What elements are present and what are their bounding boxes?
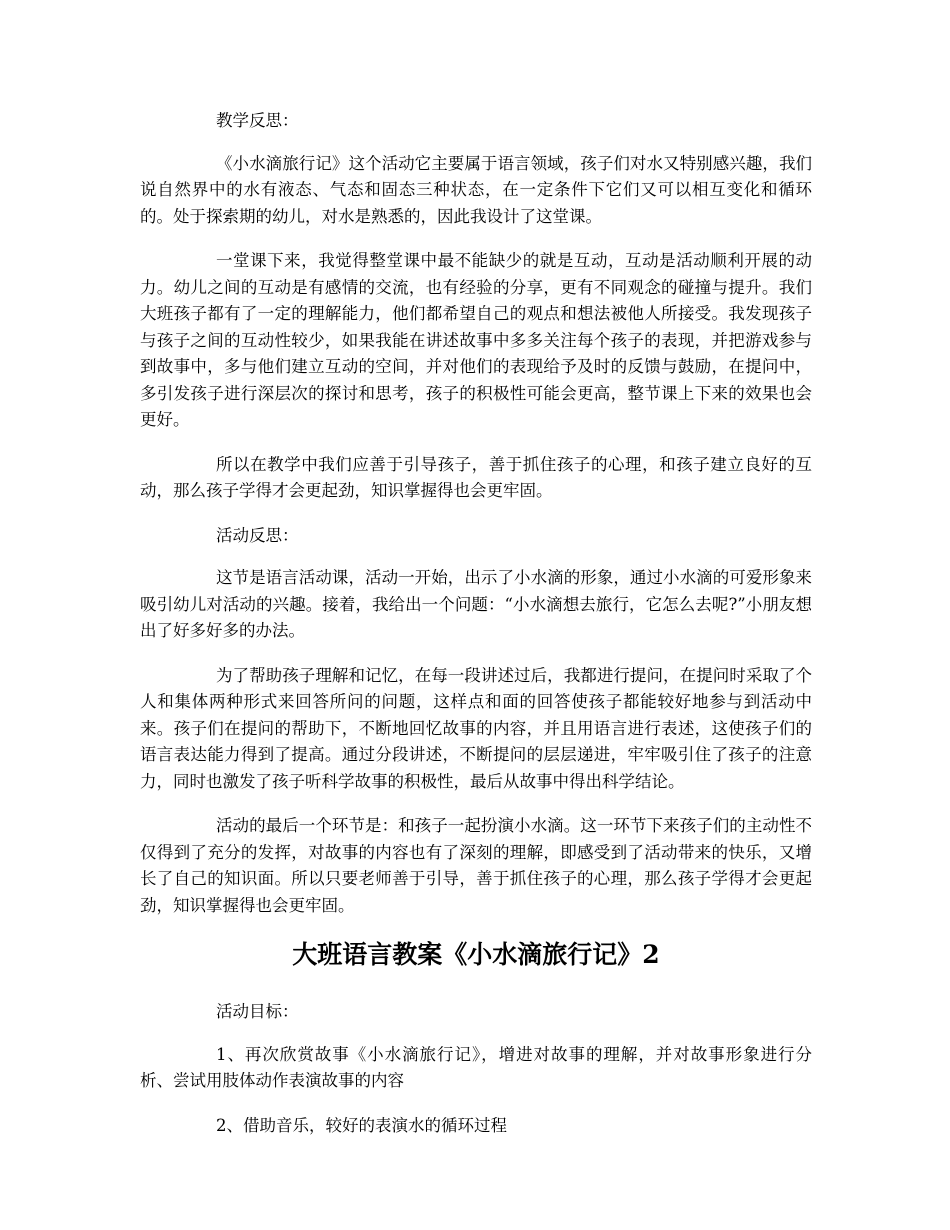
section-heading-activity-reflection: 活动反思： (216, 525, 299, 545)
paragraph: 一堂课下来，我觉得整堂课中最不能缺少的就是互动，互动是活动顺利开展的动力。幼儿之间的互动是有感情的交流，也有经验的分享，更有不同观念的碰撞与提升。我们大班孩子都有了一定的理解能力，他们都希望自己的观点和想法被他人所接受。我发现孩子与孩子之间的互动性较少，如果我能在讲述故事中多多关注每个孩子的表现，并把游戏参与到故事中，多与他们建立互动的空间，并对他们的表现给予及时的反馈与鼓励，在提问中，多引发孩子进行深层次的探讨和思考，孩子的积极性可能会更高，整节课上下来的效果也会更好。 (140, 251, 812, 429)
paragraph: 2、借助音乐，较好的表演水的循环过程 (216, 1115, 507, 1135)
section-heading-teaching-reflection: 教学反思： (216, 111, 299, 130)
paragraph: 为了帮助孩子理解和记忆，在每一段讲述过后，我都进行提问，在提问时采取了个人和集体两种形式来回答所问的问题，这样点和面的回答使孩子都能较好地参与到活动中来。孩子们在提问的帮助下，不断地回忆故事的内容，并且用语言进行表述，这使孩子们的语言表达能力得到了提高。通过分段讲述，不断提问的层层递进，牢牢吸引住了孩子的注意力，同时也激发了孩子听科学故事的积极性，最后从故事中得出科学结论。 (140, 665, 812, 791)
paragraph: 《小水滴旅行记》这个活动它主要属于语言领域，孩子们对水又特别感兴趣，我们说自然界中的水有液态、气态和固态三种状态，在一定条件下它们又可以相互变化和循环的。处于探索期的幼儿，对水是熟悉的，因此我设计了这堂课。 (140, 153, 812, 226)
document-page (140, 108, 812, 1157)
document-title: 大班语言教案《小水滴旅行记》2 (292, 940, 660, 969)
section-heading-activity-goals: 活动目标： (216, 1002, 299, 1021)
paragraph: 所以在教学中我们应善于引导孩子，善于抓住孩子的心理，和孩子建立良好的互动，那么孩子学得才会更起劲，知识掌握得也会更牢固。 (140, 454, 812, 500)
paragraph: 活动的最后一个环节是：和孩子一起扮演小水滴。这一环节下来孩子们的主动性不仅得到了充分的发挥，对故事的内容也有了深刻的理解，即感受到了活动带来的快乐，又增长了自己的知识面。所以只要老师善于引导，善于抓住孩子的心理，那么孩子学得才会更起劲，知识掌握得也会更牢固。 (140, 816, 812, 915)
paragraph: 这节是语言活动课，活动一开始，出示了小水滴的形象，通过小水滴的可爱形象来吸引幼儿对活动的兴趣。接着，我给出一个问题：“小水滴想去旅行，它怎么去呢?”小朋友想出了好多好多的办法。 (140, 568, 812, 640)
paragraph: 1、再次欣赏故事《小水滴旅行记》，增进对故事的理解，并对故事形象进行分析、尝试用肢体动作表演故事的内容 (140, 1044, 812, 1090)
